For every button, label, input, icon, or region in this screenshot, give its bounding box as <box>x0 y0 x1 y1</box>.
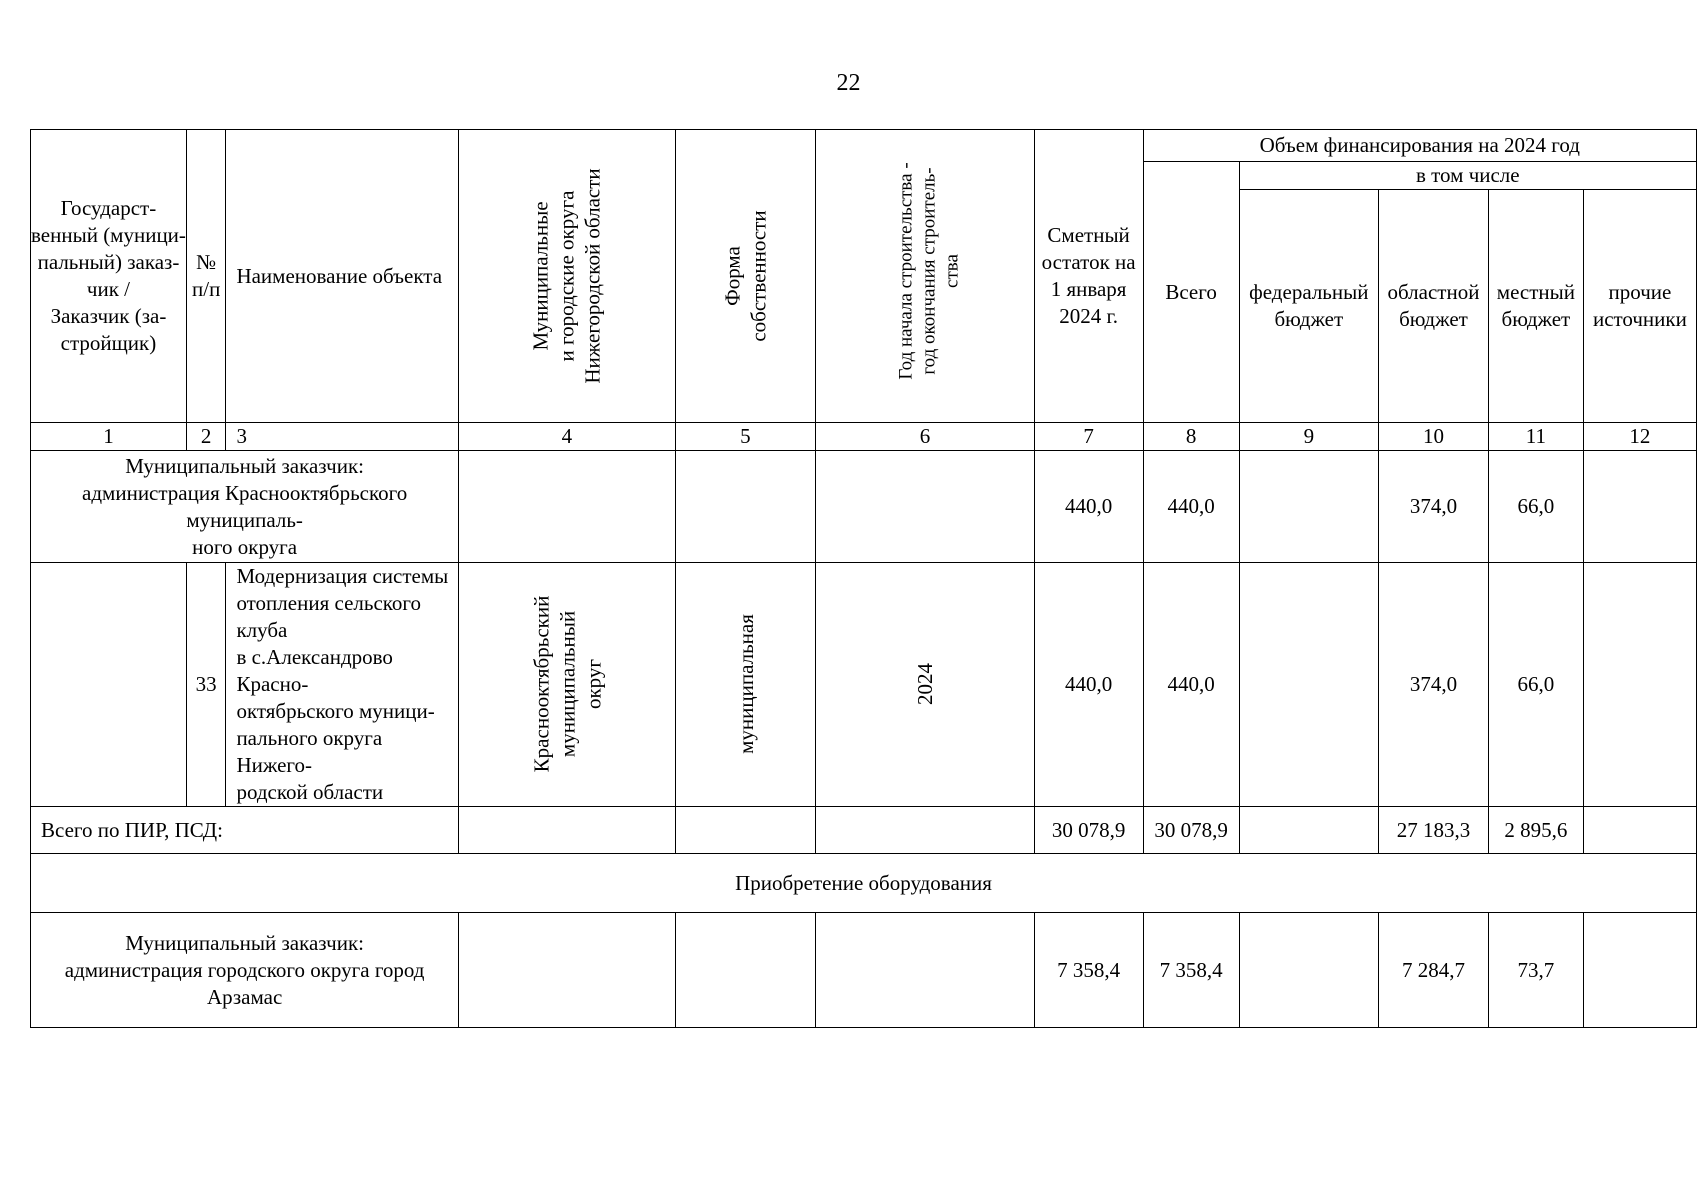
header-including: в том числе <box>1239 162 1696 190</box>
header-local-budget: местный бюджет <box>1488 190 1583 423</box>
local-budget: 66,0 <box>1488 451 1583 563</box>
col-num: 9 <box>1239 423 1378 451</box>
total-funding: 440,0 <box>1143 451 1239 563</box>
regional-budget: 7 284,7 <box>1379 913 1489 1028</box>
estimated-balance: 440,0 <box>1034 451 1143 563</box>
financing-table <box>30 129 1697 1028</box>
other-sources <box>1583 563 1696 807</box>
federal-budget <box>1239 913 1378 1028</box>
header-districts: Муниципальные и городские округа Нижегородской области <box>459 130 675 423</box>
total-pir-row <box>31 807 1697 854</box>
customer-label: Муниципальный заказчик: администрация Краснооктябрьского муниципаль- ного округа <box>31 451 459 563</box>
header-object-name: Наименование объекта <box>226 130 459 423</box>
other-sources <box>1583 913 1696 1028</box>
object-year: 2024 <box>816 563 1034 807</box>
col-num: 11 <box>1488 423 1583 451</box>
federal-budget <box>1239 451 1378 563</box>
header-federal-budget: федеральный бюджет <box>1239 190 1378 423</box>
estimated-balance: 7 358,4 <box>1034 913 1143 1028</box>
federal-budget <box>1239 563 1378 807</box>
header-number: № п/п <box>186 130 226 423</box>
local-budget: 2 895,6 <box>1488 807 1583 854</box>
column-numbers-row <box>31 423 1697 451</box>
total-funding: 440,0 <box>1143 563 1239 807</box>
item-number: 33 <box>186 563 226 807</box>
other-sources <box>1583 451 1696 563</box>
col-num: 6 <box>816 423 1034 451</box>
header-regional-budget: областной бюджет <box>1379 190 1489 423</box>
other-sources <box>1583 807 1696 854</box>
col-num: 4 <box>459 423 675 451</box>
header-funding-title: Объем финансирования на 2024 год <box>1143 130 1696 162</box>
header-construction-years: Год начала строительства - год окончания строитель- ства <box>816 130 1034 423</box>
local-budget: 66,0 <box>1488 563 1583 807</box>
header-customer: Государст- венный (муници- пальный) заказ- чик / Заказчик (за- стройщик) <box>31 130 187 423</box>
col-num: 3 <box>226 423 459 451</box>
object-district: Краснооктябрьский муниципальный округ <box>459 563 675 807</box>
estimated-balance: 30 078,9 <box>1034 807 1143 854</box>
object-row-33 <box>31 563 1697 807</box>
col-num: 5 <box>675 423 816 451</box>
col-num: 10 <box>1379 423 1489 451</box>
customer-row-arzamas <box>31 913 1697 1028</box>
col-num: 7 <box>1034 423 1143 451</box>
header-total: Всего <box>1143 162 1239 423</box>
section-row <box>31 854 1697 913</box>
col-num: 8 <box>1143 423 1239 451</box>
customer-row-krasnooktyabrsky <box>31 451 1697 563</box>
customer-label: Муниципальный заказчик: администрация городского округа город Арзамас <box>31 913 459 1028</box>
total-funding: 7 358,4 <box>1143 913 1239 1028</box>
page-number: 22 <box>836 70 861 96</box>
header-estimated-balance: Сметный остаток на 1 января 2024 г. <box>1034 130 1143 423</box>
regional-budget: 374,0 <box>1379 563 1489 807</box>
local-budget: 73,7 <box>1488 913 1583 1028</box>
federal-budget <box>1239 807 1378 854</box>
col-num: 2 <box>186 423 226 451</box>
estimated-balance: 440,0 <box>1034 563 1143 807</box>
object-ownership: муниципальная <box>675 563 816 807</box>
regional-budget: 27 183,3 <box>1379 807 1489 854</box>
header-ownership: Форма собственности <box>675 130 816 423</box>
total-pir-label: Всего по ПИР, ПСД: <box>31 807 459 854</box>
total-funding: 30 078,9 <box>1143 807 1239 854</box>
col-num: 1 <box>31 423 187 451</box>
header-other-sources: прочие источники <box>1583 190 1696 423</box>
object-name: Модернизация системы отопления сельского клуба в с.Александрово Красно- октябрьского муници- пального округа Нижего- родской области <box>226 563 459 807</box>
col-num: 12 <box>1583 423 1696 451</box>
section-title: Приобретение оборудования <box>31 854 1697 913</box>
regional-budget: 374,0 <box>1379 451 1489 563</box>
